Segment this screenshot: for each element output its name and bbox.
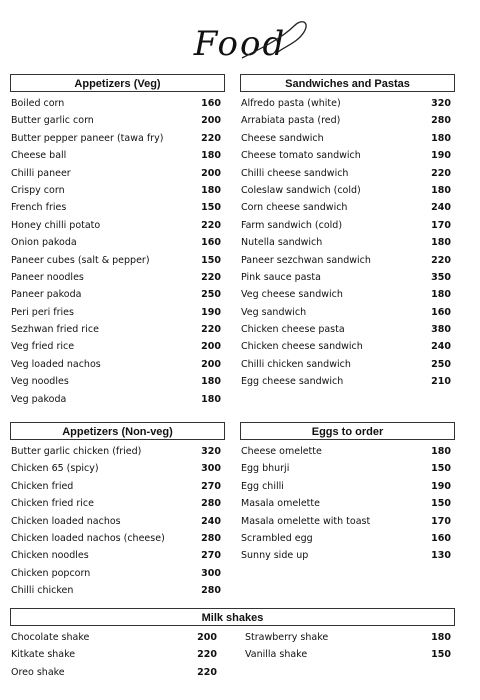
- menu-item-name: Chilli paneer: [11, 167, 71, 179]
- menu-item-name: Pink sauce pasta: [241, 271, 321, 283]
- menu-item-name: Chicken loaded nachos: [11, 515, 121, 527]
- menu-item: [240, 513, 455, 530]
- menu-item-name: Sezhwan fried rice: [11, 324, 99, 336]
- menu-item: [240, 495, 455, 512]
- section-eggs-to-order: [240, 422, 455, 565]
- menu-item: [10, 95, 225, 112]
- section-header: Milk shakes: [10, 608, 455, 626]
- menu-item: [244, 629, 455, 646]
- menu-item-price: 180: [201, 376, 221, 388]
- menu-item-price: 220: [201, 219, 221, 231]
- menu-item: [240, 130, 455, 147]
- menu-item: [10, 112, 225, 129]
- menu-item-name: Vanilla shake: [245, 649, 308, 661]
- menu-item-name: Oreo shake: [11, 666, 65, 678]
- menu-item-price: 200: [201, 358, 221, 370]
- menu-item-name: Veg cheese sandwich: [241, 289, 343, 301]
- menu-item-name: French fries: [11, 202, 67, 214]
- menu-item-name: Cheese tomato sandwich: [241, 150, 361, 162]
- menu-item-name: Butter garlic chicken (fried): [11, 446, 142, 457]
- menu-item-name: Chicken 65 (spicy): [11, 463, 99, 475]
- menu-item-price: 320: [431, 98, 451, 109]
- menu-item-name: Peri peri fries: [11, 306, 74, 318]
- menu-item-name: Chicken cheese sandwich: [241, 341, 363, 353]
- menu-item: [10, 304, 225, 321]
- section-appetizers-veg: [10, 74, 225, 408]
- menu-item: [10, 478, 225, 495]
- menu-item: [10, 565, 225, 582]
- menu-item-price: 190: [431, 150, 451, 162]
- menu-item-price: 190: [201, 306, 221, 318]
- menu-item: [240, 269, 455, 286]
- menu-item-name: Butter pepper paneer (tawa fry): [11, 132, 164, 144]
- menu-item: [240, 356, 455, 373]
- menu-item-price: 180: [431, 632, 451, 643]
- section-sandwiches-pastas: [240, 74, 455, 391]
- item-list: [10, 629, 221, 681]
- menu-item: [10, 286, 225, 303]
- menu-item: [240, 252, 455, 269]
- menu-item-name: Egg bhurji: [241, 463, 290, 475]
- menu-item-name: Boiled corn: [11, 98, 65, 109]
- menu-item-name: Chicken noodles: [11, 550, 89, 562]
- menu-item-name: Egg chilli: [241, 480, 284, 492]
- menu-item-price: 180: [431, 237, 451, 249]
- menu-item: [240, 147, 455, 164]
- menu-item-price: 200: [197, 632, 217, 643]
- menu-item-name: Paneer sezchwan sandwich: [241, 254, 371, 266]
- menu-item-price: 240: [431, 341, 451, 353]
- menu-item-name: Veg noodles: [11, 376, 69, 388]
- menu-item-name: Kitkate shake: [11, 649, 76, 661]
- menu-item-name: Paneer pakoda: [11, 289, 82, 301]
- menu-item-price: 220: [201, 324, 221, 336]
- menu-item-price: 220: [201, 271, 221, 283]
- page-title-area: [0, 18, 480, 68]
- menu-item-price: 220: [431, 254, 451, 266]
- menu-item-name: Chicken fried rice: [11, 498, 94, 510]
- menu-item-name: Coleslaw sandwich (cold): [241, 184, 361, 196]
- menu-item-price: 160: [201, 98, 221, 109]
- menu-item-price: 180: [431, 446, 451, 457]
- menu-item-name: Chicken loaded nachos (cheese): [11, 532, 165, 544]
- menu-item: [10, 513, 225, 530]
- menu-item-name: Scrambled egg: [241, 532, 313, 544]
- menu-item-name: Veg loaded nachos: [11, 358, 101, 370]
- menu-item-price: 160: [431, 532, 451, 544]
- menu-item: [10, 147, 225, 164]
- menu-item: [240, 182, 455, 199]
- menu-item-name: Honey chilli potato: [11, 219, 101, 231]
- menu-item: [10, 443, 225, 460]
- menu-item: [240, 530, 455, 547]
- menu-item-name: Corn cheese sandwich: [241, 202, 348, 214]
- menu-item-price: 300: [201, 567, 221, 579]
- menu-item: [240, 478, 455, 495]
- menu-item-price: 220: [197, 649, 217, 661]
- menu-item: [240, 460, 455, 477]
- menu-item-name: Chicken fried: [11, 480, 74, 492]
- swirl-decoration-icon: [232, 18, 312, 64]
- menu-item-name: Egg cheese sandwich: [241, 376, 344, 388]
- menu-item: [10, 269, 225, 286]
- section-header: Appetizers (Non-veg): [10, 422, 225, 440]
- menu-item-price: 180: [201, 184, 221, 196]
- menu-item: [10, 629, 221, 646]
- menu-item-price: 130: [431, 550, 451, 562]
- menu-item: [10, 338, 225, 355]
- menu-item-price: 150: [431, 649, 451, 661]
- menu-item: [240, 321, 455, 338]
- menu-item: [10, 165, 225, 182]
- menu-item: [10, 234, 225, 251]
- menu-item: [240, 95, 455, 112]
- menu-item-price: 220: [431, 167, 451, 179]
- item-list: [244, 629, 455, 681]
- menu-item-price: 250: [201, 289, 221, 301]
- menu-item-price: 380: [431, 324, 451, 336]
- menu-item-price: 180: [431, 132, 451, 144]
- menu-item: [10, 130, 225, 147]
- menu-item: [10, 547, 225, 564]
- menu-item: [10, 199, 225, 216]
- menu-item: [10, 664, 221, 681]
- section-header: Sandwiches and Pastas: [240, 74, 455, 92]
- menu-item-price: 210: [431, 376, 451, 388]
- menu-item: [10, 217, 225, 234]
- menu-item-name: Masala omelette: [241, 498, 320, 510]
- menu-item: [244, 646, 455, 663]
- menu-item: [240, 286, 455, 303]
- menu-item-name: Butter garlic corn: [11, 115, 94, 127]
- menu-item-name: Alfredo pasta (white): [241, 98, 341, 109]
- menu-item: [10, 182, 225, 199]
- menu-item-name: Paneer cubes (salt & pepper): [11, 254, 150, 266]
- menu-item-name: Cheese sandwich: [241, 132, 324, 144]
- menu-item-price: 150: [201, 202, 221, 214]
- menu-item: [10, 460, 225, 477]
- menu-item-name: Chicken popcorn: [11, 567, 91, 579]
- menu-item-price: 200: [201, 115, 221, 127]
- menu-item: [10, 321, 225, 338]
- menu-item: [10, 356, 225, 373]
- menu-item-name: Chilli cheese sandwich: [241, 167, 349, 179]
- menu-item-price: 180: [201, 393, 221, 405]
- menu-item: [240, 443, 455, 460]
- menu-item-price: 240: [201, 515, 221, 527]
- menu-item: [10, 582, 225, 599]
- menu-item-price: 280: [201, 498, 221, 510]
- item-list: [240, 443, 455, 565]
- milkshake-columns: [10, 629, 455, 681]
- menu-item-name: Chilli chicken sandwich: [241, 358, 351, 370]
- menu-item-name: Arrabiata pasta (red): [241, 115, 341, 127]
- menu-item-price: 170: [431, 219, 451, 231]
- menu-item-price: 280: [431, 115, 451, 127]
- menu-item: [10, 495, 225, 512]
- menu-item-price: 240: [431, 202, 451, 214]
- section-milk-shakes: [10, 608, 455, 681]
- menu-item-price: 160: [201, 237, 221, 249]
- menu-item-price: 270: [201, 550, 221, 562]
- menu-item: [240, 373, 455, 390]
- menu-item-price: 280: [201, 585, 221, 597]
- menu-item-name: Chocolate shake: [11, 632, 90, 643]
- menu-item-name: Masala omelette with toast: [241, 515, 371, 527]
- menu-item-name: Crispy corn: [11, 184, 65, 196]
- item-list: [10, 95, 225, 408]
- menu-item-price: 220: [201, 132, 221, 144]
- menu-item: [240, 338, 455, 355]
- menu-item-price: 200: [201, 167, 221, 179]
- menu-item-price: 150: [431, 463, 451, 475]
- menu-item-price: 170: [431, 515, 451, 527]
- menu-item-name: Chicken cheese pasta: [241, 324, 345, 336]
- item-list: [10, 443, 225, 600]
- menu-item-price: 190: [431, 480, 451, 492]
- menu-item-name: Farm sandwich (cold): [241, 219, 343, 231]
- menu-item: [240, 112, 455, 129]
- menu-item: [240, 165, 455, 182]
- menu-item: [240, 217, 455, 234]
- menu-item-price: 300: [201, 463, 221, 475]
- menu-item-price: 200: [201, 341, 221, 353]
- menu-item-price: 220: [197, 666, 217, 678]
- section-appetizers-nonveg: [10, 422, 225, 600]
- menu-item-price: 180: [431, 289, 451, 301]
- menu-item: [240, 234, 455, 251]
- menu-item-price: 350: [431, 271, 451, 283]
- menu-item: [240, 199, 455, 216]
- menu-item-name: Veg fried rice: [11, 341, 75, 353]
- menu-item: [10, 373, 225, 390]
- menu-item-name: Veg pakoda: [11, 393, 67, 405]
- menu-item-price: 150: [431, 498, 451, 510]
- page-title: Food: [193, 24, 287, 64]
- menu-item-name: Sunny side up: [241, 550, 309, 562]
- menu-item: [10, 252, 225, 269]
- menu-item-price: 270: [201, 480, 221, 492]
- menu-item-price: 180: [201, 150, 221, 162]
- menu-item-price: 180: [431, 184, 451, 196]
- menu-item-price: 320: [201, 446, 221, 457]
- item-list: [240, 95, 455, 391]
- menu-item-name: Veg sandwich: [241, 306, 307, 318]
- menu-item: [10, 646, 221, 663]
- menu-item: [240, 304, 455, 321]
- menu-item: [10, 530, 225, 547]
- menu-item-name: Cheese ball: [11, 150, 67, 162]
- menu-item-price: 250: [431, 358, 451, 370]
- menu-item-name: Onion pakoda: [11, 237, 77, 249]
- menu-item-name: Cheese omelette: [241, 446, 322, 457]
- menu-item-name: Paneer noodles: [11, 271, 84, 283]
- menu-item-name: Strawberry shake: [245, 632, 329, 643]
- menu-item-price: 150: [201, 254, 221, 266]
- menu-item-name: Nutella sandwich: [241, 237, 323, 249]
- menu-item-name: Chilli chicken: [11, 585, 74, 597]
- menu-item-price: 280: [201, 532, 221, 544]
- menu-item: [10, 391, 225, 408]
- menu-item: [240, 547, 455, 564]
- section-header: Appetizers (Veg): [10, 74, 225, 92]
- section-header: Eggs to order: [240, 422, 455, 440]
- menu-item-price: 160: [431, 306, 451, 318]
